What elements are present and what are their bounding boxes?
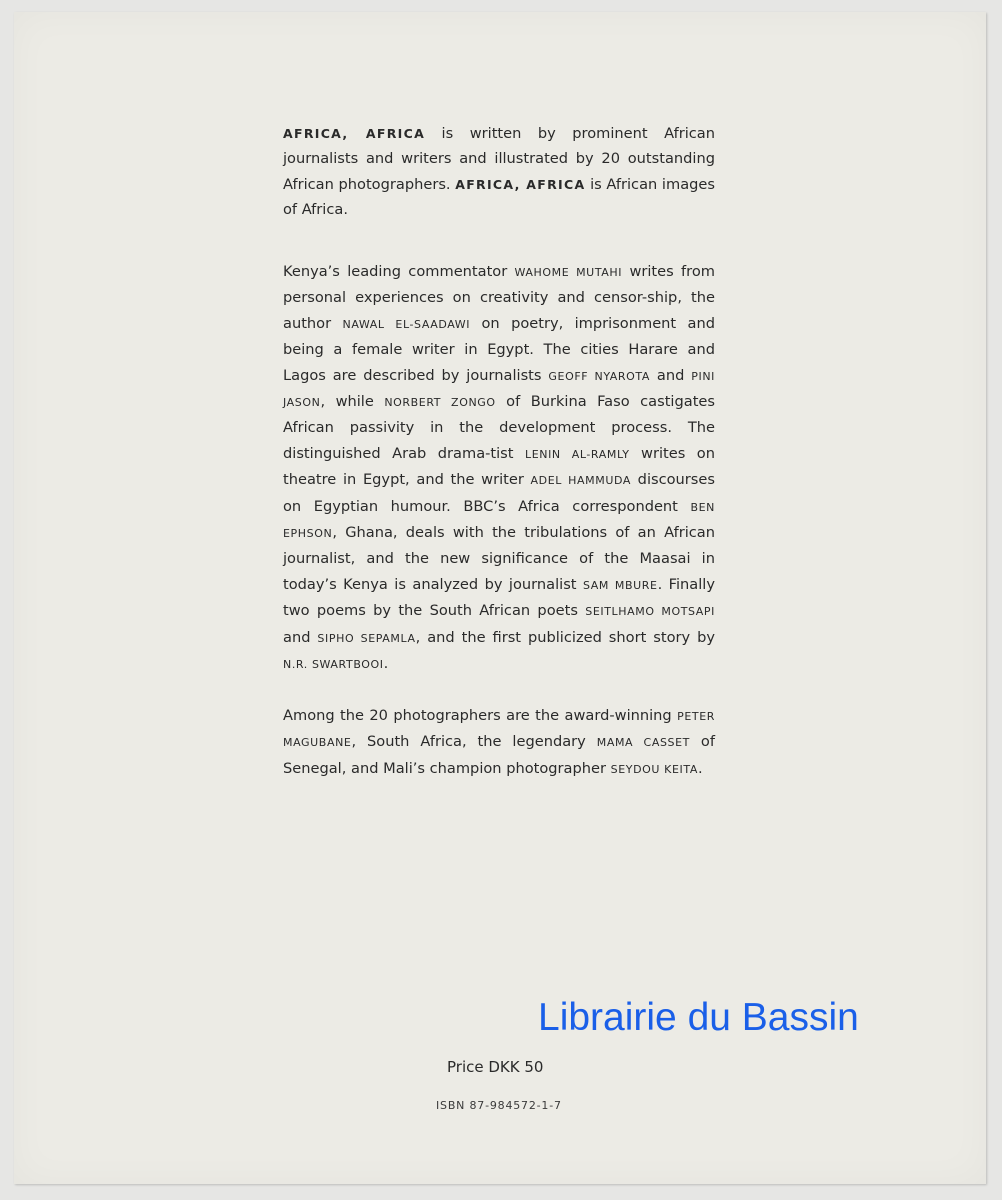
author-name: N.R. SWARTBOOI bbox=[283, 658, 384, 672]
author-name: NORBERT ZONGO bbox=[384, 396, 496, 410]
author-name: SEITLHAMO MOTSAPI bbox=[585, 605, 716, 619]
photographers-paragraph: Among the 20 photographers are the award-winning PETER MAGUBANE, South Africa, the legendary MAMA CASSET of Senegal, and Mali’s champion photographer SEYDOU KEITA. bbox=[283, 707, 715, 777]
author-name: ADEL HAMMUDA bbox=[530, 474, 631, 488]
author-name: WAHOME MUTAHI bbox=[514, 266, 623, 279]
writers-paragraph: Kenya’s leading commentator WAHOME MUTAHI writes from personal experiences on creativity and censor-ship, the author NAWAL EL-SAADAWI on poetry, imprisonment and being a female writer in Egypt. The cities Harare and Lagos are described by journalists GEOFF NYAROTA and PINI JASON, while NORBERT ZONGO of Burkina Faso castigates African passivity in the development process. The distinguished Arab drama-tist LENIN AL-RAMLY writes on theatre in Egypt, and the writer ADEL HAMMUDA discourses on Egyptian humour. BBC’s Africa correspondent BEN EPHSON, Ghana, deals with the tribulations of an African journalist, and the new significance of the Maasai in today’s Kenya is analyzed by journalist SAM MBURE. Finally two poems by the South African poets SEITLHAMO MOTSAPI and SIPHO SEPAMLA, and the first publicized short story by N.R. SWARTBOOI. bbox=[283, 263, 716, 673]
author-name: NAWAL EL-SAADAWI bbox=[342, 317, 471, 331]
book-title: AFRICA, AFRICA bbox=[283, 126, 426, 141]
isbn-label: ISBN 87-984572-1-7 bbox=[436, 1099, 562, 1112]
author-name: SAM MBURE bbox=[582, 578, 658, 592]
seller-watermark: Librairie du Bassin bbox=[538, 996, 859, 1039]
author-name: SIPHO SEPAMLA bbox=[317, 631, 416, 645]
price-label: Price DKK 50 bbox=[447, 1058, 544, 1076]
author-name: BEN EPHSON bbox=[283, 500, 715, 541]
book-title: AFRICA, AFRICA bbox=[455, 176, 586, 192]
photographer-name: SEYDOU KEITA bbox=[610, 762, 698, 776]
photographer-name: PETER MAGUBANE bbox=[283, 710, 715, 750]
photographer-name: MAMA CASSET bbox=[596, 736, 690, 750]
intro-paragraph: AFRICA, AFRICA is written by prominent African journalists and writers and illustrated by 20 outstanding African photographers. AFRICA, AFRICA is African images of Africa. bbox=[283, 125, 715, 219]
author-name: PINI JASON bbox=[283, 369, 716, 410]
author-name: LENIN AL-RAMLY bbox=[524, 447, 630, 461]
author-name: GEOFF NYAROTA bbox=[548, 369, 651, 383]
